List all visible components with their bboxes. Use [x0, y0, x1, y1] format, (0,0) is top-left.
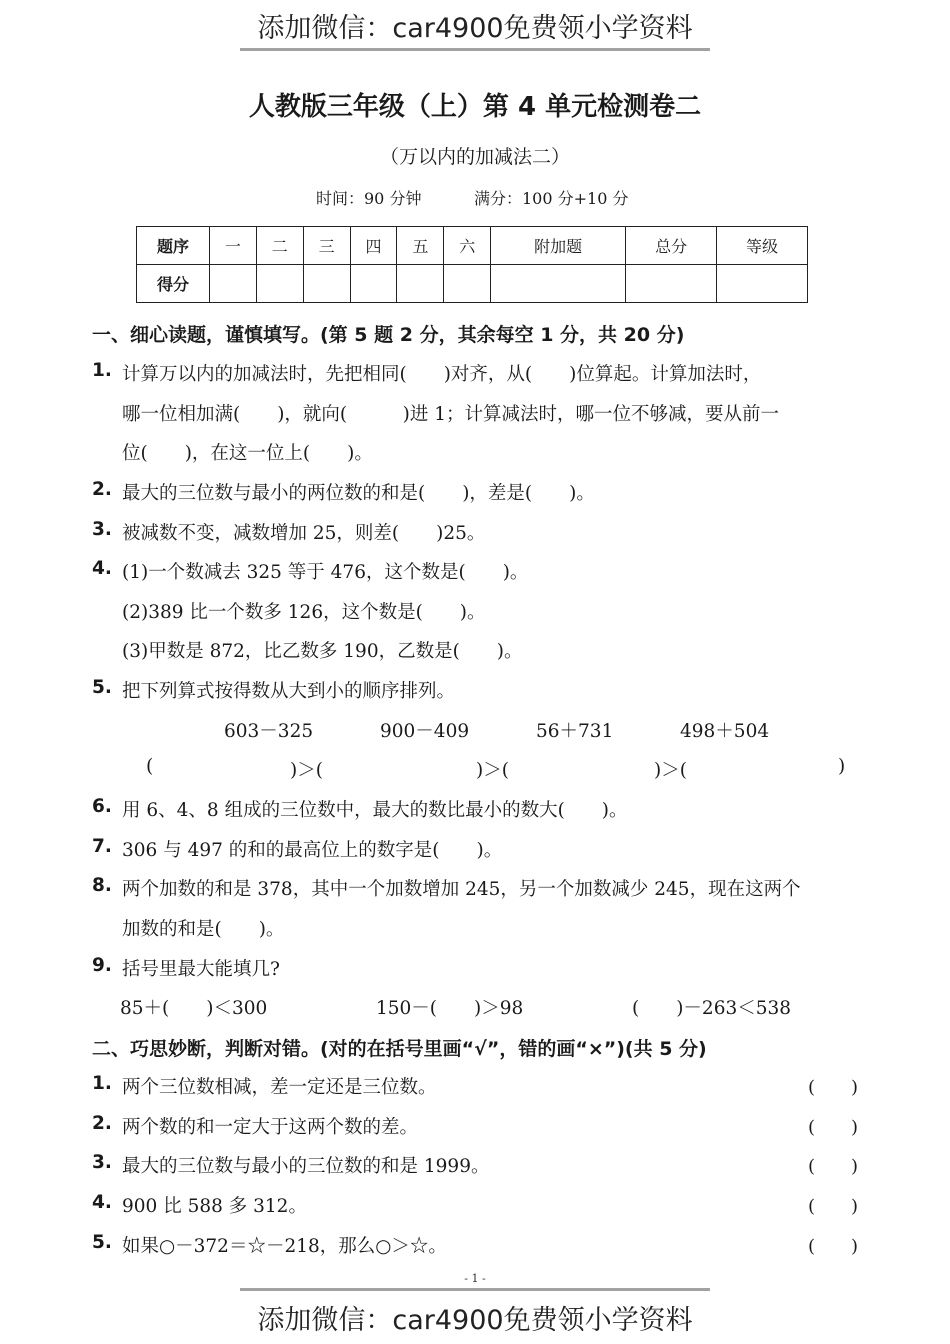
faded-text-line-bottom — [240, 1288, 710, 1291]
q3-number: 3. — [92, 519, 112, 540]
q6-number: 6. — [92, 796, 112, 817]
q5-expression: 498＋504 — [680, 721, 770, 742]
q5-expression: 56＋731 — [536, 721, 614, 742]
section-2-heading: 二、巧思妙断，判断对错。(对的在括号里画“√”，错的画“×”)(共 5 分) — [92, 1038, 707, 1060]
score-table-score-row — [137, 265, 808, 303]
q1-line-1: 计算万以内的加减法时，先把相同( )对齐，从( )位算起。计算加法时， — [122, 364, 762, 385]
q1-number: 1. — [92, 360, 112, 381]
page-subtitle: （万以内的加减法二） — [379, 146, 570, 168]
q5-order-blank: )＞( — [290, 760, 323, 781]
score-cell[interactable] — [210, 265, 257, 303]
q4-part-2: (2)389 比一个数多 126，这个数是( )。 — [122, 602, 486, 623]
score-cell[interactable] — [626, 265, 717, 303]
score-cell[interactable] — [303, 265, 350, 303]
judge-answer-blank[interactable]: ( ) — [808, 1117, 859, 1138]
judge-item-number: 2. — [92, 1113, 112, 1134]
col-grade: 等级 — [717, 227, 808, 265]
q9-text: 括号里最大能填几? — [122, 959, 280, 980]
section-1-heading: 一、细心读题，谨慎填写。(第 5 题 2 分，其余每空 1 分，共 20 分) — [92, 324, 685, 346]
full-score: 满分：100 分+10 分 — [474, 189, 629, 208]
q5-expression: 603－325 — [224, 721, 314, 742]
col-6: 六 — [444, 227, 491, 265]
col-1: 一 — [210, 227, 257, 265]
judge-answer-blank[interactable]: ( ) — [808, 1196, 859, 1217]
judge-item-text: 两个数的和一定大于这两个数的差。 — [122, 1117, 419, 1138]
page-title: 人教版三年级（上）第 4 单元检测卷二 — [248, 92, 702, 122]
judge-answer-blank[interactable]: ( ) — [808, 1077, 859, 1098]
q5-order-blank: ) — [838, 756, 846, 777]
q1-line-2: 哪一位相加满( )，就向( )进 1；计算减法时，哪一位不够减，要从前一 — [122, 404, 780, 425]
q5-order-blank: )＞( — [654, 760, 687, 781]
score-cell[interactable] — [350, 265, 397, 303]
score-table-header-row — [137, 227, 808, 265]
q4-number: 4. — [92, 558, 112, 579]
q1-line-3: 位( )，在这一位上( )。 — [122, 443, 373, 464]
judge-item-text: 最大的三位数与最小的三位数的和是 1999。 — [122, 1156, 490, 1177]
q7-number: 7. — [92, 836, 112, 857]
q5-order-blank: )＞( — [476, 760, 509, 781]
q5-expression: 900－409 — [380, 721, 470, 742]
col-5: 五 — [397, 227, 444, 265]
q5-order-blank: ( — [146, 756, 154, 777]
row-label-score: 得分 — [137, 265, 210, 303]
judge-item-text: 900 比 588 多 312。 — [122, 1196, 307, 1217]
row-label-question: 题序 — [137, 227, 210, 265]
q4-part-1: (1)一个数减去 325 等于 476，这个数是( )。 — [122, 562, 529, 583]
col-total: 总分 — [626, 227, 717, 265]
judge-item-text: 两个三位数相减，差一定还是三位数。 — [122, 1077, 437, 1098]
q6-text: 用 6、4、8 组成的三位数中，最大的数比最小的数大( )。 — [122, 800, 628, 821]
q9-item: 85＋( )＜300 — [120, 998, 268, 1019]
col-2: 二 — [256, 227, 303, 265]
q8-line-2: 加数的和是( )。 — [122, 919, 285, 940]
q5-number: 5. — [92, 677, 112, 698]
q3-text: 被减数不变，减数增加 25，则差( )25。 — [122, 523, 486, 544]
score-cell[interactable] — [256, 265, 303, 303]
score-table — [136, 226, 808, 303]
watermark-banner-bottom: 添加微信：car4900免费领小学资料 — [257, 1305, 693, 1336]
score-cell[interactable] — [397, 265, 444, 303]
judge-item-text: 如果○－372＝☆－218，那么○＞☆。 — [122, 1236, 447, 1257]
q8-number: 8. — [92, 875, 112, 896]
score-cell[interactable] — [717, 265, 808, 303]
score-cell[interactable] — [491, 265, 626, 303]
col-bonus: 附加题 — [491, 227, 626, 265]
watermark-banner-top: 添加微信：car4900免费领小学资料 — [257, 13, 693, 44]
time-limit: 时间：90 分钟 — [316, 189, 422, 208]
col-4: 四 — [350, 227, 397, 265]
judge-item-number: 4. — [92, 1192, 112, 1213]
q2-number: 2. — [92, 479, 112, 500]
q2-text: 最大的三位数与最小的两位数的和是( )，差是( )。 — [122, 483, 595, 504]
q5-text: 把下列算式按得数从大到小的顺序排列。 — [122, 681, 456, 702]
judge-answer-blank[interactable]: ( ) — [808, 1236, 859, 1257]
q9-number: 9. — [92, 955, 112, 976]
col-3: 三 — [303, 227, 350, 265]
judge-item-number: 3. — [92, 1152, 112, 1173]
q4-part-3: (3)甲数是 872，比乙数多 190，乙数是( )。 — [122, 641, 523, 662]
q9-item: ( )－263＜538 — [632, 998, 792, 1019]
q7-text: 306 与 497 的和的最高位上的数字是( )。 — [122, 840, 503, 861]
judge-item-number: 5. — [92, 1232, 112, 1253]
score-cell[interactable] — [444, 265, 491, 303]
judge-answer-blank[interactable]: ( ) — [808, 1156, 859, 1177]
faded-text-line-top — [240, 48, 710, 51]
q8-line-1: 两个加数的和是 378，其中一个加数增加 245，另一个加数减少 245，现在这两个 — [122, 879, 801, 900]
q9-item: 150－( )＞98 — [376, 998, 524, 1019]
judge-item-number: 1. — [92, 1073, 112, 1094]
page-number: - 1 - — [464, 1272, 486, 1285]
